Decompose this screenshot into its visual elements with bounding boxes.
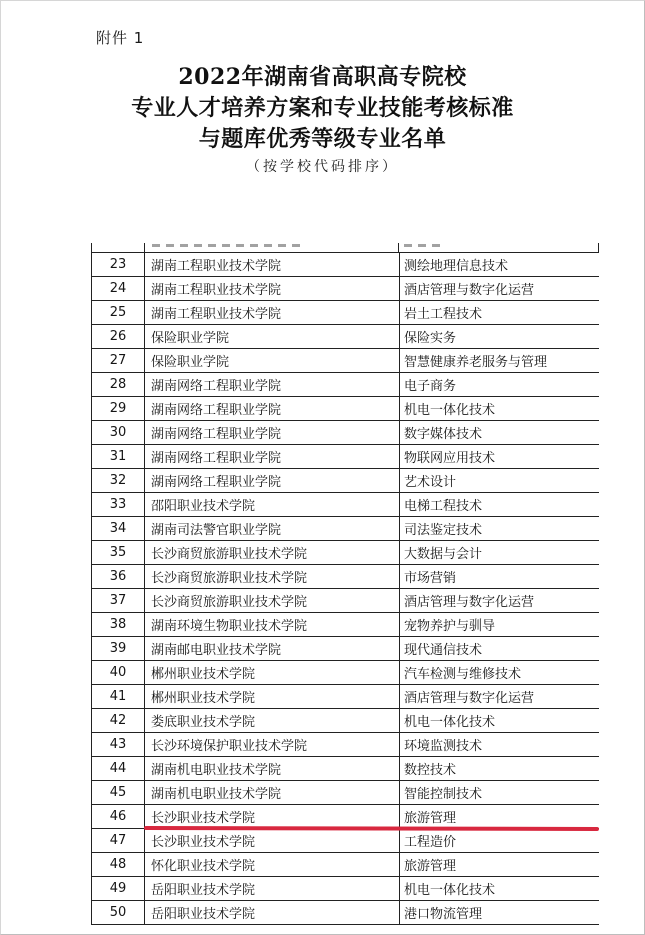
table-row [92,445,600,469]
school-name: 长沙职业技术学院 [145,829,400,853]
clipped-previous-row [91,243,599,252]
major-name: 机电一体化技术 [400,709,600,733]
school-name: 湖南邮电职业技术学院 [145,637,400,661]
major-name: 宠物养护与驯导 [400,613,600,637]
table-row [92,349,600,373]
major-name: 港口物流管理 [400,901,600,925]
row-number: 27 [92,349,145,373]
table-row [92,901,600,925]
row-number: 29 [92,397,145,421]
row-number: 45 [92,781,145,805]
row-number: 48 [92,853,145,877]
school-name: 湖南工程职业技术学院 [145,277,400,301]
school-name: 湖南网络工程职业学院 [145,421,400,445]
school-name: 邵阳职业技术学院 [145,493,400,517]
major-name: 机电一体化技术 [400,877,600,901]
major-name: 测绘地理信息技术 [400,253,600,277]
table-row [92,253,600,277]
school-name: 湖南机电职业技术学院 [145,781,400,805]
school-name: 湖南机电职业技术学院 [145,757,400,781]
table-row [92,853,600,877]
row-number: 40 [92,661,145,685]
row-number: 46 [92,805,145,829]
table-row [92,781,600,805]
row-number: 38 [92,613,145,637]
table-row [92,685,600,709]
school-name: 保险职业学院 [145,325,400,349]
major-name: 酒店管理与数字化运营 [400,277,600,301]
row-number: 30 [92,421,145,445]
table-row [92,589,600,613]
title-line-2: 专业人才培养方案和专业技能考核标准 [131,95,514,121]
school-name: 娄底职业技术学院 [145,709,400,733]
row-number: 36 [92,565,145,589]
row-number: 37 [92,589,145,613]
table-row [92,733,600,757]
major-name: 智慧健康养老服务与管理 [400,349,600,373]
title-line-1: 2022年湖南省高职高专院校 [178,64,467,90]
major-name: 酒店管理与数字化运营 [400,589,600,613]
title-line-3: 与题库优秀等级专业名单 [198,126,447,152]
school-name: 湖南工程职业技术学院 [145,301,400,325]
row-number: 43 [92,733,145,757]
major-name: 酒店管理与数字化运营 [400,685,600,709]
major-name: 工程造价 [400,829,600,853]
school-name: 长沙商贸旅游职业技术学院 [145,541,400,565]
table-row [92,709,600,733]
table-row [92,277,600,301]
major-name: 电梯工程技术 [400,493,600,517]
row-number: 23 [92,253,145,277]
major-name: 大数据与会计 [400,541,600,565]
row-number: 26 [92,325,145,349]
major-name: 数字媒体技术 [400,421,600,445]
title-block [0,62,645,179]
table-row [92,613,600,637]
table-row [92,877,600,901]
table-row [92,661,600,685]
table-row [92,805,600,829]
table-row [92,421,600,445]
sort-note: （按学校代码排序） [246,159,399,175]
table-row [92,565,600,589]
major-name: 旅游管理 [400,805,600,829]
major-name: 数控技术 [400,757,600,781]
school-name: 保险职业学院 [145,349,400,373]
row-number: 32 [92,469,145,493]
row-number: 49 [92,877,145,901]
school-name: 湖南网络工程职业学院 [145,397,400,421]
major-name: 司法鉴定技术 [400,517,600,541]
row-number: 35 [92,541,145,565]
row-number: 39 [92,637,145,661]
row-number: 31 [92,445,145,469]
major-name: 旅游管理 [400,853,600,877]
school-name: 长沙商贸旅游职业技术学院 [145,589,400,613]
major-name: 智能控制技术 [400,781,600,805]
row-number: 50 [92,901,145,925]
school-name: 湖南网络工程职业学院 [145,373,400,397]
school-name: 湖南环境生物职业技术学院 [145,613,400,637]
school-name: 湖南网络工程职业学院 [145,445,400,469]
table-row [92,373,600,397]
school-name: 湖南司法警官职业学院 [145,517,400,541]
table-row [92,637,600,661]
row-number: 34 [92,517,145,541]
table-row [92,469,600,493]
table-row [92,325,600,349]
school-name: 岳阳职业技术学院 [145,877,400,901]
major-name: 现代通信技术 [400,637,600,661]
major-name: 艺术设计 [400,469,600,493]
school-name: 怀化职业技术学院 [145,853,400,877]
school-name: 湖南工程职业技术学院 [145,253,400,277]
school-name: 湖南网络工程职业学院 [145,469,400,493]
table-row [92,397,600,421]
row-number: 44 [92,757,145,781]
school-name: 岳阳职业技术学院 [145,901,400,925]
school-name: 长沙商贸旅游职业技术学院 [145,565,400,589]
table-row [92,757,600,781]
major-name: 市场营销 [400,565,600,589]
row-number: 47 [92,829,145,853]
major-name: 物联网应用技术 [400,445,600,469]
table-row [92,829,600,853]
row-number: 41 [92,685,145,709]
row-number: 42 [92,709,145,733]
major-name: 环境监测技术 [400,733,600,757]
table-row [92,301,600,325]
row-number: 25 [92,301,145,325]
row-number: 33 [92,493,145,517]
major-name: 保险实务 [400,325,600,349]
school-name: 郴州职业技术学院 [145,661,400,685]
table-row [92,517,600,541]
table-row [92,493,600,517]
major-name: 汽车检测与维修技术 [400,661,600,685]
row-number: 24 [92,277,145,301]
attachment-label: 附件 1 [96,29,145,47]
major-name: 电子商务 [400,373,600,397]
row-number: 28 [92,373,145,397]
school-name: 长沙环境保护职业技术学院 [145,733,400,757]
major-name: 机电一体化技术 [400,397,600,421]
school-name: 郴州职业技术学院 [145,685,400,709]
major-name: 岩土工程技术 [400,301,600,325]
school-name: 长沙职业技术学院 [145,805,400,829]
list-table-body [91,252,599,925]
table-row [92,541,600,565]
